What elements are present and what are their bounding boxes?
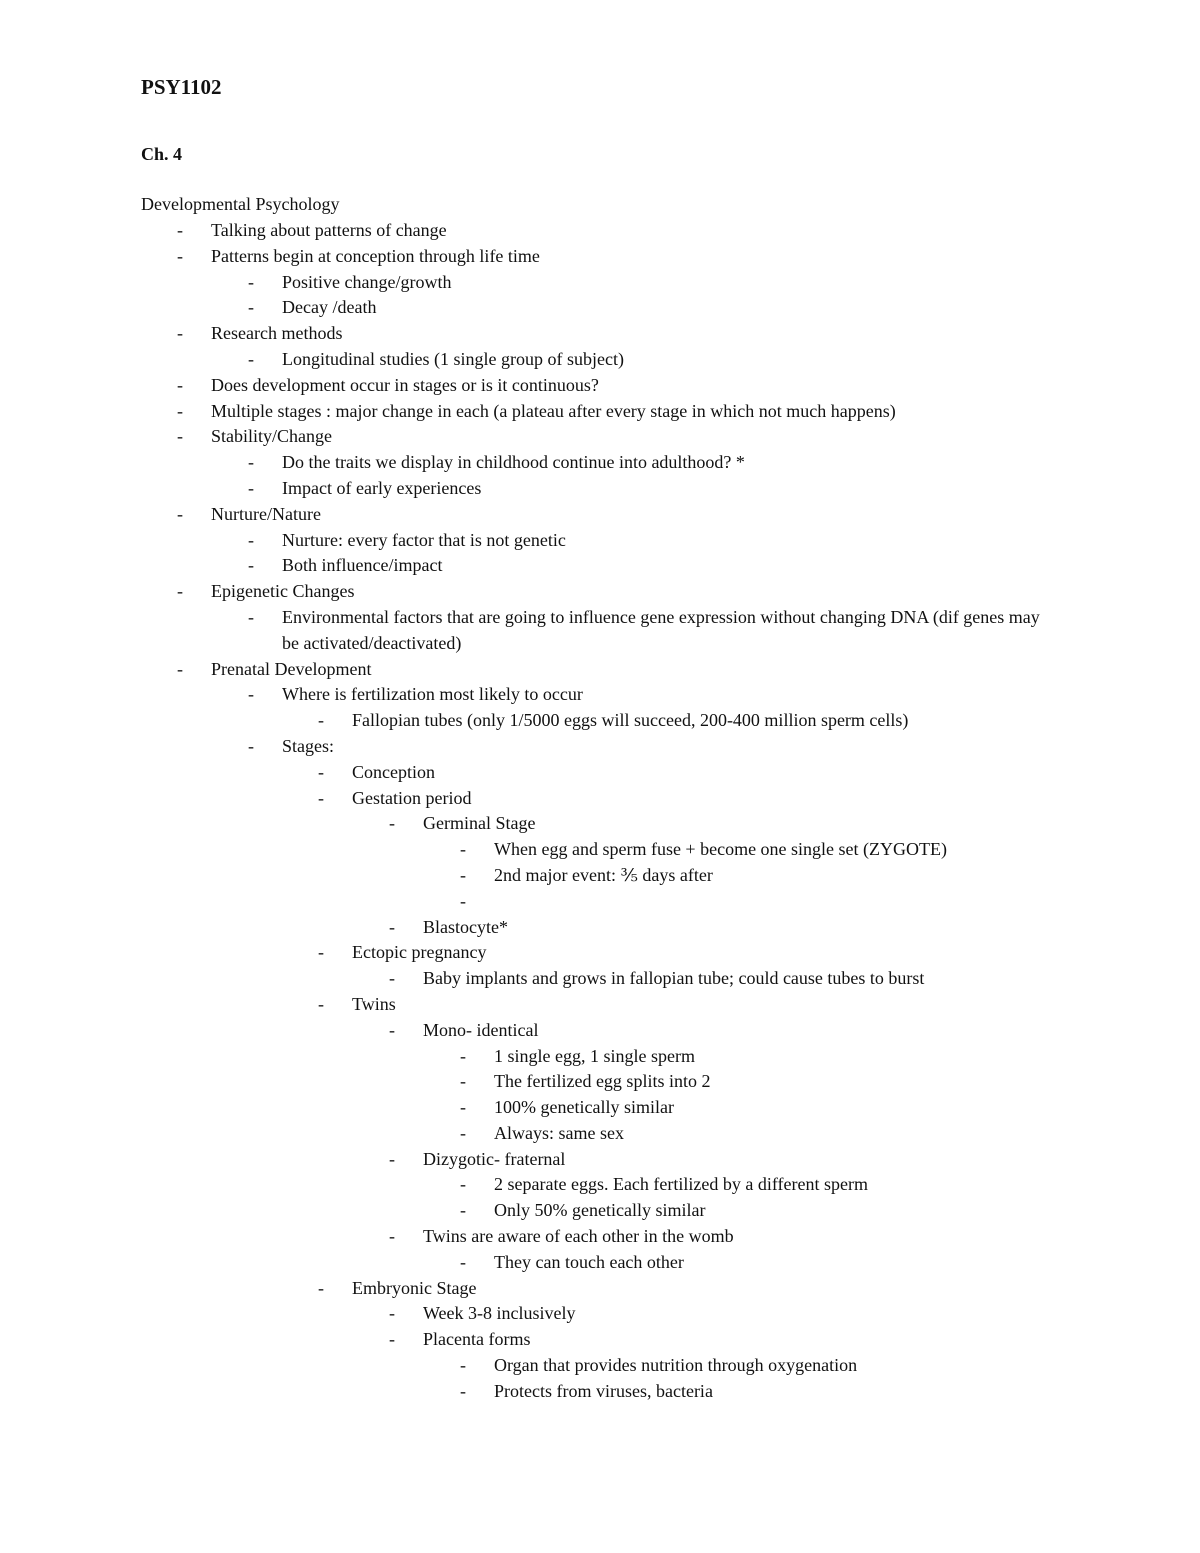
bullet-dash: - <box>389 1329 395 1350</box>
bullet-dash: - <box>248 735 254 756</box>
outline-item <box>0 1198 1200 1224</box>
outline-item-text: Longitudinal studies (1 single group of subject) <box>282 348 624 369</box>
bullet-dash: - <box>318 993 324 1014</box>
outline-item-text: Embryonic Stage <box>352 1277 477 1298</box>
bullet-dash: - <box>389 1303 395 1324</box>
outline-item <box>0 579 1200 605</box>
bullet-dash: - <box>460 1355 466 1376</box>
outline-item <box>0 915 1200 941</box>
outline-item <box>0 1301 1200 1327</box>
bullet-dash: - <box>248 684 254 705</box>
bullet-dash: - <box>318 787 324 808</box>
bullet-dash: - <box>248 297 254 318</box>
outline-item <box>0 657 1200 683</box>
outline-item-text: Epigenetic Changes <box>211 581 355 602</box>
outline-item-text: Twins are aware of each other in the womb <box>423 1226 734 1247</box>
bullet-dash: - <box>460 864 466 885</box>
outline-item <box>0 734 1200 760</box>
outline-item-text: Conception <box>352 761 435 782</box>
outline-item-text: Decay /death <box>282 297 377 318</box>
outline-item <box>0 270 1200 296</box>
outline-item <box>0 992 1200 1018</box>
outline-item <box>0 1069 1200 1095</box>
bullet-dash: - <box>177 245 183 266</box>
bullet-dash: - <box>460 1200 466 1221</box>
outline-item <box>0 528 1200 554</box>
outline-item-text: Germinal Stage <box>423 813 536 834</box>
bullet-dash: - <box>177 658 183 679</box>
bullet-dash: - <box>460 1071 466 1092</box>
outline-item-text: Baby implants and grows in fallopian tube; could cause tubes to burst <box>423 968 925 989</box>
outline-item <box>0 760 1200 786</box>
course-title: PSY1102 <box>141 75 222 99</box>
outline-item-text: 100% genetically similar <box>494 1097 674 1118</box>
bullet-dash: - <box>389 916 395 937</box>
outline-item <box>0 1044 1200 1070</box>
outline-item <box>0 1095 1200 1121</box>
bullet-dash: - <box>389 813 395 834</box>
outline-item <box>0 1147 1200 1173</box>
outline-item-text: The fertilized egg splits into 2 <box>494 1071 711 1092</box>
outline-item-text: Both influence/impact <box>282 555 443 576</box>
outline-item <box>0 553 1200 579</box>
outline-item-text: Only 50% genetically similar <box>494 1200 706 1221</box>
outline-item-text: Ectopic pregnancy <box>352 942 487 963</box>
outline-item <box>0 476 1200 502</box>
outline-item <box>0 1018 1200 1044</box>
outline-item <box>0 424 1200 450</box>
outline-item-text: 2nd major event: ⅗ days after <box>494 864 713 885</box>
bullet-dash: - <box>177 400 183 421</box>
bullet-dash: - <box>460 1097 466 1118</box>
outline-item-text: Mono- identical <box>423 1019 539 1040</box>
bullet-dash: - <box>460 1251 466 1272</box>
bullet-dash: - <box>460 1045 466 1066</box>
bullet-dash: - <box>248 271 254 292</box>
chapter-heading: Ch. 4 <box>141 144 183 164</box>
outline-item <box>0 321 1200 347</box>
outline-item <box>0 373 1200 399</box>
outline-item-text: They can touch each other <box>494 1251 684 1272</box>
outline-item-text: Does development occur in stages or is it continuous? <box>211 374 599 395</box>
outline-item-text: Placenta forms <box>423 1329 531 1350</box>
section-title: Developmental Psychology <box>141 194 340 214</box>
outline-item <box>0 837 1200 863</box>
outline-item <box>0 1172 1200 1198</box>
outline-item-text: Prenatal Development <box>211 658 372 679</box>
outline-item-text: Do the traits we display in childhood continue into adulthood? * <box>282 452 745 473</box>
outline-item-text: When egg and sperm fuse + become one single set (ZYGOTE) <box>494 839 948 860</box>
outline-item-text: Patterns begin at conception through life time <box>211 245 540 266</box>
bullet-dash: - <box>248 452 254 473</box>
outline-item <box>0 1250 1200 1276</box>
outline-item-text: Organ that provides nutrition through oxygenation <box>494 1355 858 1376</box>
outline-item-text: 2 separate eggs. Each fertilized by a different sperm <box>494 1174 869 1195</box>
notes-outline <box>0 218 1200 1405</box>
bullet-dash: - <box>460 839 466 860</box>
outline-item-text: Nurture: every factor that is not genetic <box>282 529 566 550</box>
outline-item <box>0 1379 1200 1405</box>
outline-item <box>0 1121 1200 1147</box>
outline-item <box>0 966 1200 992</box>
outline-item-text: 1 single egg, 1 single sperm <box>494 1045 695 1066</box>
outline-item-text: Blastocyte* <box>423 916 508 937</box>
bullet-dash: - <box>248 348 254 369</box>
outline-item-text: Research methods <box>211 323 343 344</box>
outline-item <box>0 1327 1200 1353</box>
outline-item-text: Multiple stages : major change in each (a plateau after every stage in which not much happens) <box>211 400 896 421</box>
outline-item-text: Protects from viruses, bacteria <box>494 1380 713 1401</box>
bullet-dash: - <box>248 606 254 627</box>
bullet-dash: - <box>318 761 324 782</box>
bullet-dash: - <box>318 710 324 731</box>
bullet-dash: - <box>177 323 183 344</box>
outline-item-text: Impact of early experiences <box>282 477 482 498</box>
bullet-dash: - <box>389 968 395 989</box>
outline-item-text: Environmental factors that are going to influence gene expression without changing DNA (dif genes may be activated/deactivated) <box>282 606 1040 653</box>
bullet-dash: - <box>177 426 183 447</box>
bullet-dash: - <box>318 1277 324 1298</box>
outline-item <box>0 863 1200 889</box>
outline-item-text: Always: same sex <box>494 1122 624 1143</box>
bullet-dash: - <box>460 890 466 911</box>
outline-item-text: Nurture/Nature <box>211 503 321 524</box>
bullet-dash: - <box>460 1380 466 1401</box>
outline-item-text: Dizygotic- fraternal <box>423 1148 566 1169</box>
outline-item-text: Gestation period <box>352 787 472 808</box>
bullet-dash: - <box>177 220 183 240</box>
outline-item <box>0 218 1200 244</box>
outline-item-text <box>494 889 1200 915</box>
outline-item <box>0 1353 1200 1379</box>
bullet-dash: - <box>389 1148 395 1169</box>
outline-item <box>0 940 1200 966</box>
outline-item <box>0 811 1200 837</box>
outline-item <box>0 502 1200 528</box>
outline-item-text: Talking about patterns of change <box>211 220 447 240</box>
outline-item <box>0 786 1200 812</box>
outline-item <box>0 889 1200 915</box>
bullet-dash: - <box>248 555 254 576</box>
bullet-dash: - <box>177 374 183 395</box>
bullet-dash: - <box>248 477 254 498</box>
outline-item-text: Stability/Change <box>211 426 332 447</box>
outline-item-text: Stages: <box>282 735 334 756</box>
outline-item <box>0 682 1200 708</box>
outline-item-text: Week 3-8 inclusively <box>423 1303 576 1324</box>
outline-item <box>0 295 1200 321</box>
outline-item-text: Positive change/growth <box>282 271 452 292</box>
bullet-dash: - <box>177 581 183 602</box>
outline-item <box>0 399 1200 425</box>
bullet-dash: - <box>389 1019 395 1040</box>
outline-item <box>0 244 1200 270</box>
outline-item <box>0 1224 1200 1250</box>
bullet-dash: - <box>460 1122 466 1143</box>
bullet-dash: - <box>460 1174 466 1195</box>
outline-item-text: Where is fertilization most likely to occur <box>282 684 583 705</box>
outline-item-text: Twins <box>352 993 396 1014</box>
bullet-dash: - <box>318 942 324 963</box>
bullet-dash: - <box>389 1226 395 1247</box>
outline-item <box>0 1276 1200 1302</box>
outline-item <box>0 605 1200 657</box>
bullet-dash: - <box>177 503 183 524</box>
outline-item-text: Fallopian tubes (only 1/5000 eggs will succeed, 200-400 million sperm cells) <box>352 710 909 731</box>
outline-item <box>0 347 1200 373</box>
outline-item <box>0 708 1200 734</box>
outline-item <box>0 450 1200 476</box>
bullet-dash: - <box>248 529 254 550</box>
